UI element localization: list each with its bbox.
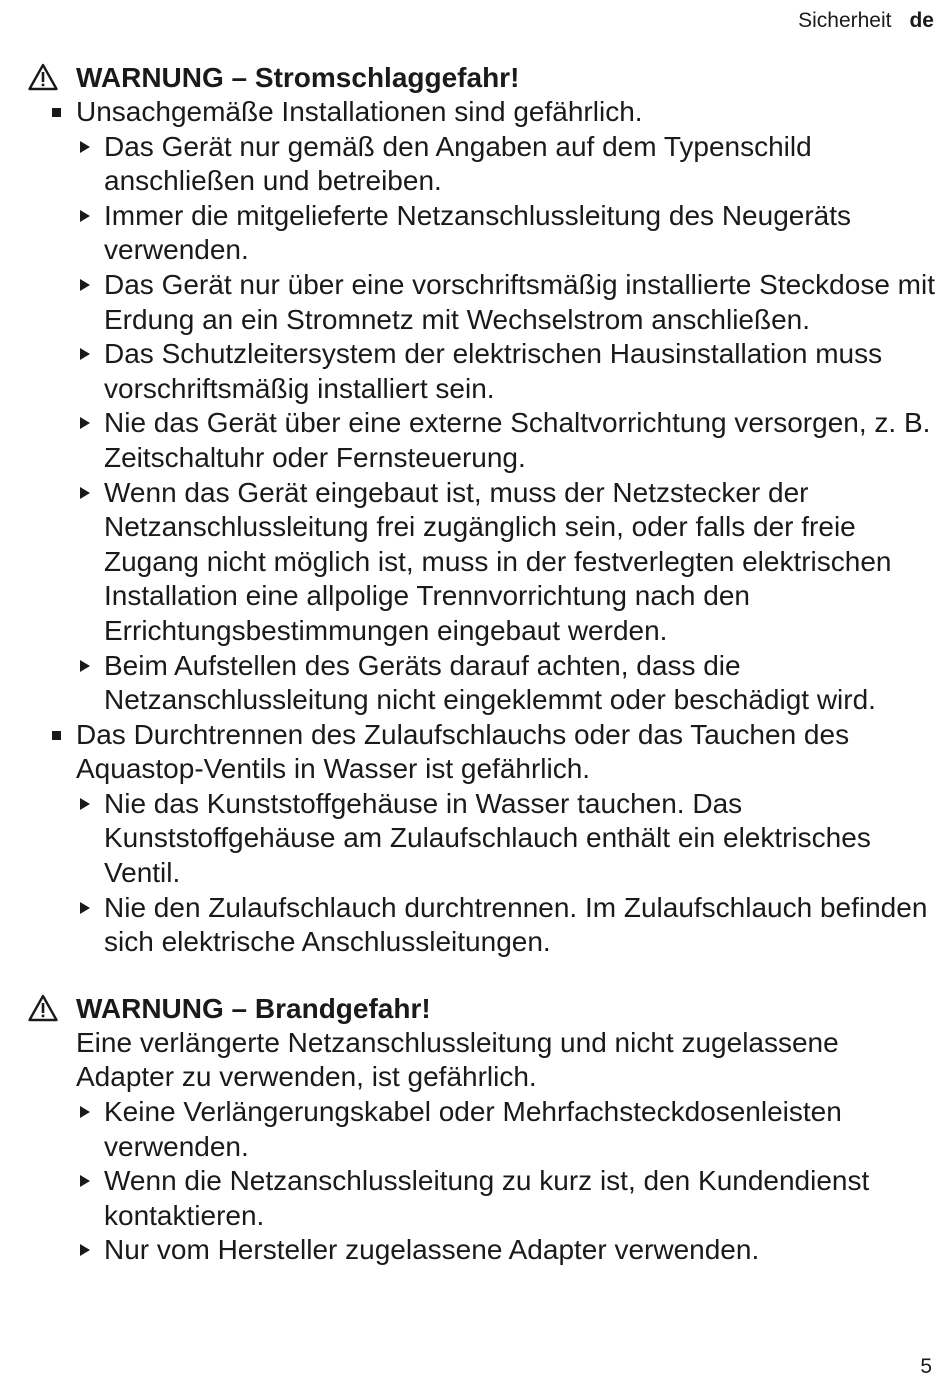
step-text: Das Gerät nur gemäß den Angaben auf dem Typenschild anschließen und betreiben. <box>104 130 812 197</box>
header-section: Sicherheit <box>798 9 892 32</box>
step-text: Nie das Gerät über eine externe Schaltvorrichtung versorgen, z. B. Zeitschaltuhr oder Fernsteuerung. <box>104 407 931 473</box>
triangle-arrow-icon <box>80 798 90 810</box>
step-text: Nie das Kunststoffgehäuse in Wasser tauchen. Das Kunststoffgehäuse am Zulaufschlauch enthält ein elektrisches Ventil. <box>104 787 871 889</box>
step-text: Wenn die Netzanschlussleitung zu kurz ist, den Kundendienst kontaktieren. <box>104 1165 870 1231</box>
hazard-text: Unsachgemäße Installationen sind gefährlich. <box>76 96 643 127</box>
action-step <box>28 268 940 337</box>
triangle-arrow-icon <box>80 1175 90 1187</box>
square-bullet-icon <box>52 108 61 117</box>
triangle-arrow-icon <box>80 487 90 499</box>
action-step <box>28 406 940 475</box>
triangle-arrow-icon <box>80 1244 90 1256</box>
step-text: Keine Verlängerungskabel oder Mehrfachsteckdosenleisten verwenden. <box>104 1096 842 1162</box>
warning-fire <box>28 991 940 1268</box>
warning-title-text: WARNUNG – Brandgefahr! <box>76 992 431 1024</box>
hazard-point <box>28 95 940 130</box>
action-step <box>28 199 940 268</box>
square-bullet-icon <box>52 731 61 740</box>
step-text: Beim Aufstellen des Geräts darauf achten, dass die Netzanschlussleitung nicht eingeklemmt oder beschädigt wird. <box>104 649 876 716</box>
section-gap <box>28 960 940 991</box>
action-step <box>28 130 940 199</box>
step-text: Wenn das Gerät eingebaut ist, muss der Netzstecker der Netzanschlussleitung frei zugänglich sein, oder falls der freie Zugang nicht möglich ist, muss in der festverlegten elektrischen Installation eine allpolige Trennvorrichtung nach den Errichtungsbestimmungen eingebaut werden. <box>104 476 892 646</box>
warning-triangle-icon <box>28 994 58 1022</box>
triangle-arrow-icon <box>80 902 90 914</box>
step-text: Nur vom Hersteller zugelassene Adapter verwenden. <box>104 1234 760 1266</box>
triangle-arrow-icon <box>80 660 90 672</box>
header-language: de <box>909 9 934 32</box>
triangle-arrow-icon <box>80 279 90 291</box>
triangle-arrow-icon <box>80 1106 90 1118</box>
running-header <box>798 8 934 34</box>
action-step <box>28 1095 940 1164</box>
hazard-point <box>28 718 940 787</box>
action-step <box>28 337 940 406</box>
triangle-arrow-icon <box>80 141 90 153</box>
action-step <box>28 476 940 649</box>
triangle-arrow-icon <box>80 348 90 360</box>
warning-intro: Eine verlängerte Netzanschlussleitung und nicht zugelassene Adapter zu verwenden, ist gefährlich. <box>76 1026 839 1093</box>
warning-title <box>28 991 940 1026</box>
step-text: Das Schutzleitersystem der elektrischen Hausinstallation muss vorschriftsmäßig installiert sein. <box>104 338 883 404</box>
action-step <box>28 891 940 960</box>
warning-triangle-icon <box>28 63 58 91</box>
action-step <box>28 787 940 891</box>
hazard-text: Das Durchtrennen des Zulaufschlauchs oder das Tauchen des Aquastop-Ventils in Wasser ist gefährlich. <box>76 718 850 785</box>
warning-title <box>28 60 940 95</box>
action-step <box>28 1164 940 1233</box>
step-text: Immer die mitgelieferte Netzanschlussleitung des Neugeräts verwenden. <box>104 199 852 266</box>
action-step <box>28 1233 940 1268</box>
warning-electric-shock <box>28 60 940 960</box>
safety-content <box>28 60 940 1268</box>
step-text: Nie den Zulaufschlauch durchtrennen. Im Zulaufschlauch befinden sich elektrische Anschlussleitungen. <box>104 891 928 958</box>
page-number: 5 <box>920 1355 932 1378</box>
action-step <box>28 649 940 718</box>
warning-title-text: WARNUNG – Stromschlaggefahr! <box>76 62 520 93</box>
step-text: Das Gerät nur über eine vorschriftsmäßig installierte Steckdose mit Erdung an ein Stromnetz mit Wechselstrom anschließen. <box>104 268 935 335</box>
triangle-arrow-icon <box>80 210 90 222</box>
triangle-arrow-icon <box>80 417 90 429</box>
